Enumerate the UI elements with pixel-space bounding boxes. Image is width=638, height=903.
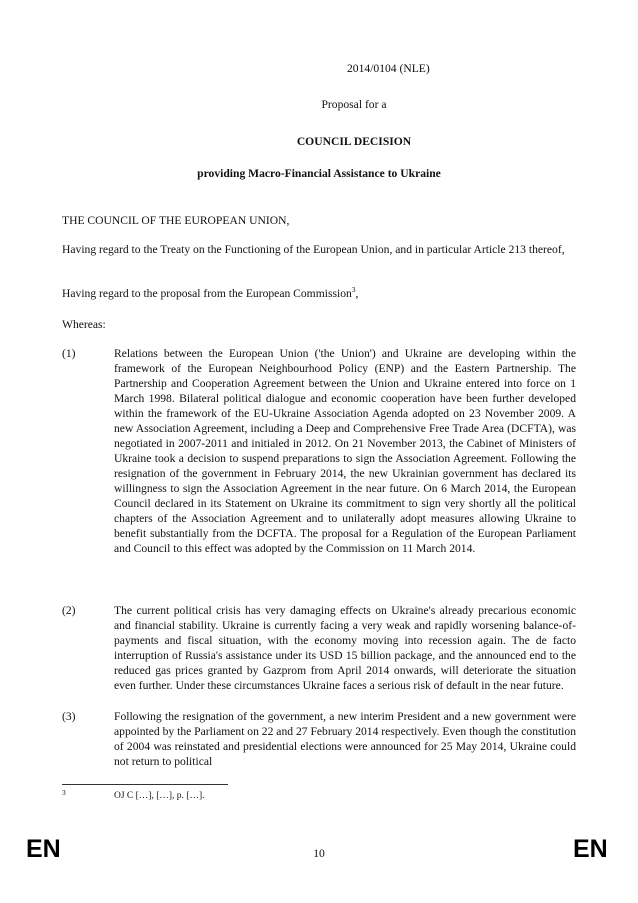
proposal-heading: Proposal for a <box>321 98 387 111</box>
proposal-citation <box>62 286 576 301</box>
footnote-text: OJ C […], […], p. […]. <box>114 791 205 801</box>
proposal-citation-text: Having regard to the proposal from the European Commission <box>62 287 352 300</box>
proposal-citation-end: , <box>355 287 359 300</box>
recital-text: Following the resignation of the government, a new interim President and a new government were appointed by the Parliament on 22 and 27 February 2014 respectively. Even though the constitution of 2004 was reinstated and presidential elections were announced for 25 May 2014, Ukraine could not return to political <box>114 710 576 768</box>
decision-type-heading: COUNCIL DECISION <box>296 135 412 148</box>
council-statement: THE COUNCIL OF THE EUROPEAN UNION, <box>62 214 290 227</box>
recital-number: (1) <box>62 347 76 360</box>
procedure-reference: 2014/0104 (NLE) <box>347 62 430 75</box>
footnote-separator <box>62 784 228 785</box>
recital-number: (2) <box>62 604 76 617</box>
recital-number: (3) <box>62 710 76 723</box>
treaty-citation: Having regard to the Treaty on the Functioning of the European Union, and in particular Article 213 thereof, <box>62 243 565 256</box>
recital-text: The current political crisis has very damaging effects on Ukraine's already precarious economic and financial stability. Ukraine is currently facing a very weak and rapidly worsening balance-of-payments and fiscal situation, with the economy moving into recession again. The de facto interruption of Russia's assistance under its USD 15 billion package, and the announced end to the reduced gas prices granted by Gazprom from April 2014 onwards, will deteriorate the situation even further. Under these circumstances Ukraine faces a serious risk of default in the near future. <box>114 604 576 692</box>
decision-subject-heading: providing Macro-Financial Assistance to Ukraine <box>197 167 441 180</box>
footnote-number: 3 <box>62 788 66 797</box>
recital-text: Relations between the European Union ('the Union') and Ukraine are developing within the framework of the European Neighbourhood Policy (ENP) and the Eastern Partnership. The Partnership and Cooperation Agreement between the Union and Ukraine entered into force on 1 March 1998. Bilateral political dialogue and economic cooperation have been further developed within the framework of the EU-Ukraine Association Agenda adopted on 23 November 2009. A new Association Agreement, including a Deep and Comprehensive Free Trade Area (DCFTA), was negotiated in 2007-2011 and initialed in 2012. On 21 November 2013, the Cabinet of Ministers of Ukraine took a decision to suspend preparations to sign the Association Agreement. Following the resignation of the government in February 2014, the new Ukrainian government has declared its willingness to sign the Association Agreement in the near future. On 6 March 2014, the European Council declared in its Statement on Ukraine its commitment to sign very shortly all the political chapters of the Association Agreement and to unilaterally adopt measures allowing Ukraine to benefit substantially from the DCFTA. The proposal for a Regulation of the European Parliament and Council to this effect was adopted by the Commission on 11 March 2014. <box>114 347 576 555</box>
language-code-left: EN <box>26 835 61 863</box>
footnote-reference[interactable]: 3 <box>351 285 356 294</box>
whereas-heading: Whereas: <box>62 318 106 331</box>
page-number: 10 <box>313 847 325 860</box>
language-code-right: EN <box>573 835 608 863</box>
